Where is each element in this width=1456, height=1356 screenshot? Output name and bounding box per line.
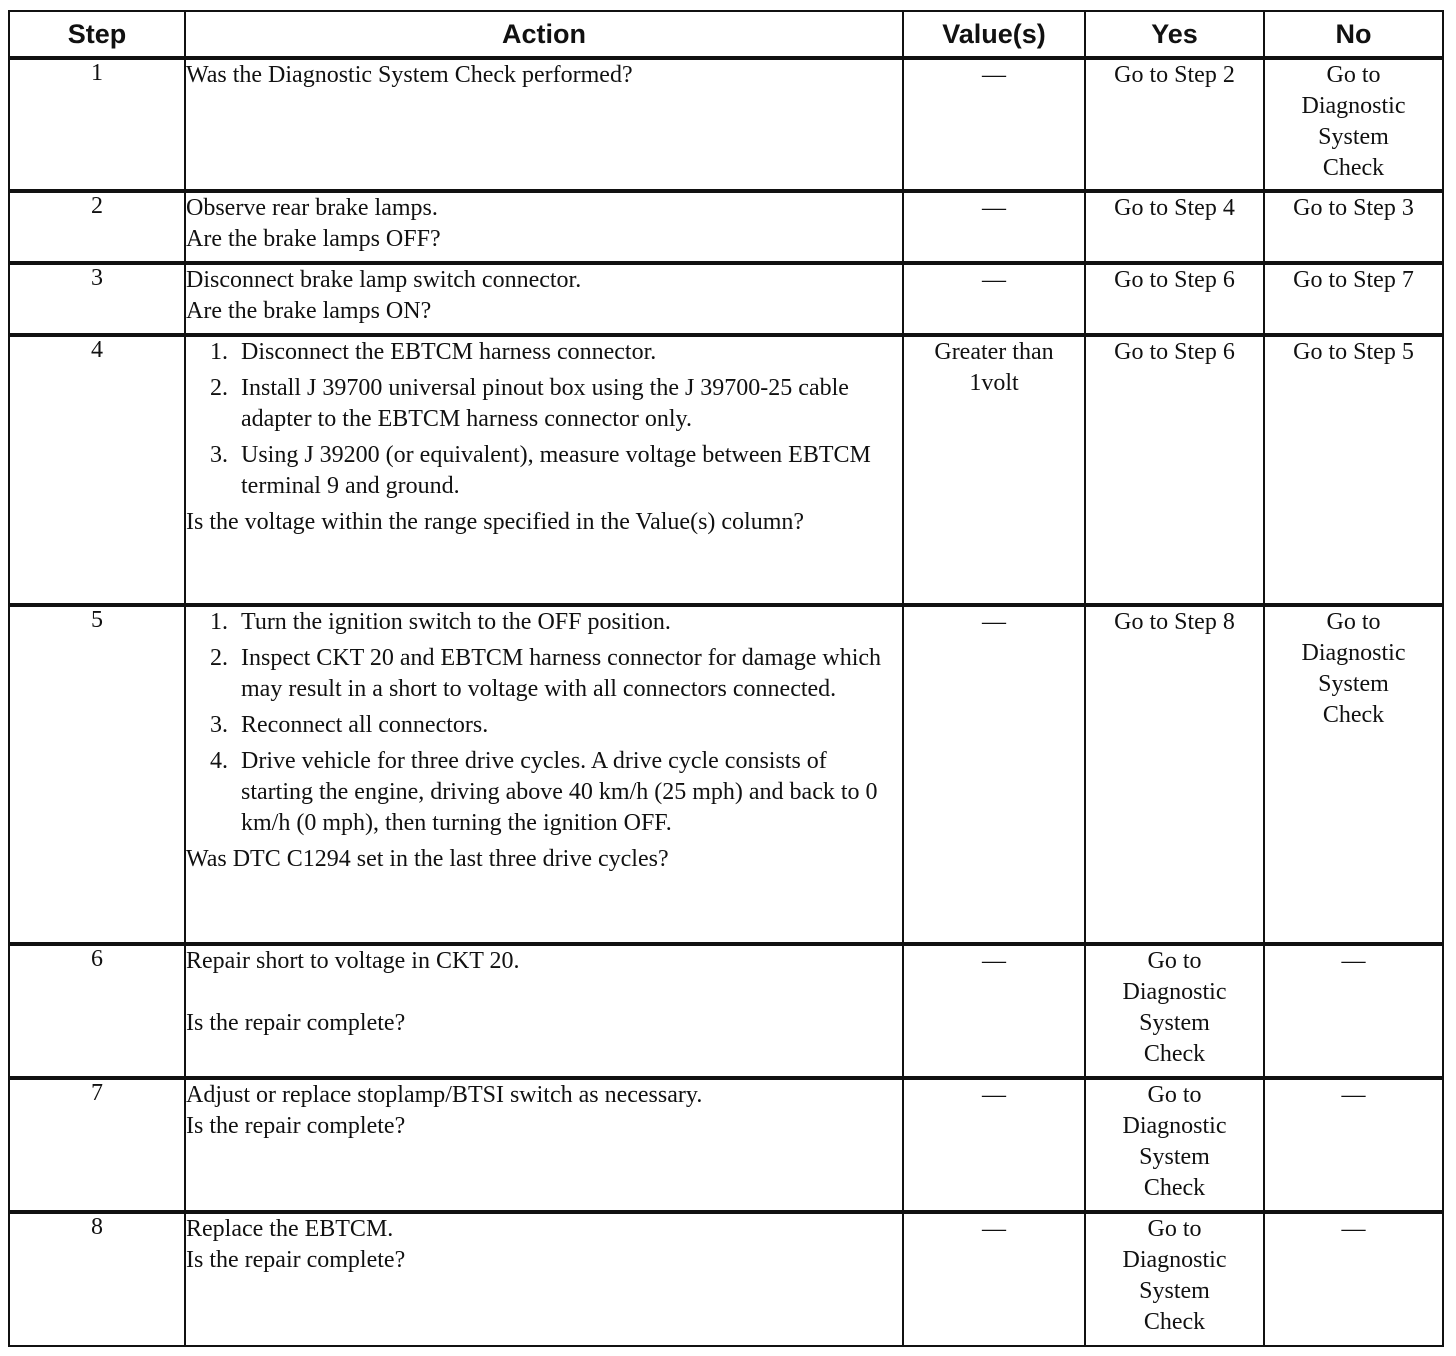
yes-line: Check <box>1143 1041 1206 1067</box>
yes-line: System <box>1139 1278 1210 1304</box>
yes-cell <box>1085 944 1264 1078</box>
yes-line: System <box>1139 1010 1210 1036</box>
action-cell <box>185 944 903 1078</box>
no-cell <box>1264 58 1443 191</box>
value-cell: — <box>903 58 1085 191</box>
action-step-text: Drive vehicle for three drive cycles. A drive cycle consists of starting the engine, driving above 40 km/h (25 mph) and back to 0 km/h (0 mph), then turning the ignition OFF. <box>241 748 878 836</box>
header-action: Action <box>185 11 903 58</box>
action-question: Is the voltage within the range specified in the Value(s) column? <box>186 509 805 535</box>
no-line: Check <box>1322 155 1385 181</box>
value-line: 1volt <box>969 370 1019 396</box>
action-step-text: Using J 39200 (or equivalent), measure voltage between EBTCM terminal 9 and ground. <box>241 442 871 499</box>
no-line: Go to Step 5 <box>1293 339 1414 365</box>
value-line: Greater than <box>934 339 1054 365</box>
no-line: System <box>1318 671 1389 697</box>
value-cell: — <box>903 1212 1085 1346</box>
action-question: Was DTC C1294 set in the last three drive cycles? <box>186 846 669 872</box>
header-step: Step <box>9 11 185 58</box>
value-cell: — <box>903 263 1085 335</box>
yes-line: Diagnostic <box>1122 1247 1227 1273</box>
no-cell: — <box>1264 1212 1443 1346</box>
yes-cell <box>1085 1212 1264 1346</box>
step-number: 8 <box>9 1212 185 1346</box>
no-line: System <box>1318 124 1389 150</box>
yes-cell: Go to Step 2 <box>1085 58 1264 191</box>
step-number: 3 <box>9 263 185 335</box>
header-row <box>9 11 1443 58</box>
action-line: Is the repair complete? <box>186 1247 406 1273</box>
value-cell <box>903 335 1085 605</box>
value-cell: — <box>903 1078 1085 1212</box>
table-row <box>9 58 1443 191</box>
list-item: 3. Reconnect all connectors. <box>210 710 902 741</box>
no-line: Check <box>1322 702 1385 728</box>
step-number: 1 <box>9 58 185 191</box>
no-line: Go to <box>1326 62 1381 88</box>
table-row <box>9 263 1443 335</box>
value-cell: — <box>903 605 1085 944</box>
no-cell <box>1264 263 1443 335</box>
list-item: 3. Using J 39200 (or equivalent), measure voltage between EBTCM terminal 9 and ground. <box>210 440 902 502</box>
table-row <box>9 1078 1443 1212</box>
action-cell <box>185 58 903 191</box>
action-cell <box>185 1212 903 1346</box>
yes-cell: Go to Step 6 <box>1085 335 1264 605</box>
list-item: 4. Drive vehicle for three drive cycles. A drive cycle consists of starting the engine, driving above 40 km/h (25 mph) and back to 0 km/h (0 mph), then turning the ignition OFF. <box>210 746 902 839</box>
no-line: Go to <box>1326 609 1381 635</box>
yes-cell: Go to Step 6 <box>1085 263 1264 335</box>
action-line: Is the repair complete? <box>186 1010 406 1036</box>
action-steps <box>186 337 902 502</box>
header-yes: Yes <box>1085 11 1264 58</box>
table-row <box>9 1212 1443 1346</box>
action-line: Repair short to voltage in CKT 20. <box>186 948 520 974</box>
yes-line: Go to <box>1147 948 1202 974</box>
list-item: 1. Disconnect the EBTCM harness connector. <box>210 337 902 368</box>
step-number: 7 <box>9 1078 185 1212</box>
yes-cell <box>1085 1078 1264 1212</box>
list-item: 1. Turn the ignition switch to the OFF position. <box>210 607 902 638</box>
step-number: 5 <box>9 605 185 944</box>
no-cell: — <box>1264 1078 1443 1212</box>
action-step-text: Reconnect all connectors. <box>241 712 489 738</box>
action-line: Disconnect brake lamp switch connector. <box>186 267 582 293</box>
yes-line: Check <box>1143 1175 1206 1201</box>
step-number: 4 <box>9 335 185 605</box>
action-step-text: Inspect CKT 20 and EBTCM harness connector for damage which may result in a short to voltage with all connectors connected. <box>241 645 882 702</box>
yes-line: System <box>1139 1144 1210 1170</box>
step-number: 2 <box>9 191 185 263</box>
action-line: Was the Diagnostic System Check performed? <box>186 62 633 88</box>
diagnostic-table <box>8 10 1444 1347</box>
yes-line: Diagnostic <box>1122 1113 1227 1139</box>
yes-line: Go to <box>1147 1082 1202 1108</box>
action-line: Observe rear brake lamps. <box>186 195 438 221</box>
yes-line: Diagnostic <box>1122 979 1227 1005</box>
list-item: 2. Install J 39700 universal pinout box using the J 39700-25 cable adapter to the EBTCM harness connector only. <box>210 373 902 435</box>
action-step-text: Disconnect the EBTCM harness connector. <box>241 339 657 365</box>
action-cell <box>185 605 903 944</box>
table-row <box>9 335 1443 605</box>
action-line: Replace the EBTCM. <box>186 1216 394 1242</box>
action-line: Are the brake lamps OFF? <box>186 226 441 252</box>
no-cell: — <box>1264 944 1443 1078</box>
no-line: Diagnostic <box>1301 93 1406 119</box>
no-cell <box>1264 605 1443 944</box>
value-cell: — <box>903 191 1085 263</box>
action-cell <box>185 335 903 605</box>
table-row <box>9 944 1443 1078</box>
action-step-text: Install J 39700 universal pinout box using the J 39700-25 cable adapter to the EBTCM harness connector only. <box>241 375 849 432</box>
action-cell <box>185 191 903 263</box>
action-cell <box>185 263 903 335</box>
step-number: 6 <box>9 944 185 1078</box>
yes-line: Go to <box>1147 1216 1202 1242</box>
header-values: Value(s) <box>903 11 1085 58</box>
header-no: No <box>1264 11 1443 58</box>
no-line: Diagnostic <box>1301 640 1406 666</box>
action-line: Is the repair complete? <box>186 1113 406 1139</box>
yes-line: Check <box>1143 1309 1206 1335</box>
action-step-text: Turn the ignition switch to the OFF position. <box>241 609 671 635</box>
yes-cell: Go to Step 8 <box>1085 605 1264 944</box>
action-line: Adjust or replace stoplamp/BTSI switch as necessary. <box>186 1082 703 1108</box>
action-cell <box>185 1078 903 1212</box>
action-line: Are the brake lamps ON? <box>186 298 432 324</box>
table-row <box>9 191 1443 263</box>
value-cell: — <box>903 944 1085 1078</box>
list-item: 2. Inspect CKT 20 and EBTCM harness connector for damage which may result in a short to voltage with all connectors connected. <box>210 643 902 705</box>
yes-cell: Go to Step 4 <box>1085 191 1264 263</box>
no-line: Go to Step 7 <box>1293 267 1414 293</box>
table-row <box>9 605 1443 944</box>
no-cell <box>1264 191 1443 263</box>
no-line: Go to Step 3 <box>1293 195 1414 221</box>
no-cell <box>1264 335 1443 605</box>
action-steps <box>186 607 902 839</box>
